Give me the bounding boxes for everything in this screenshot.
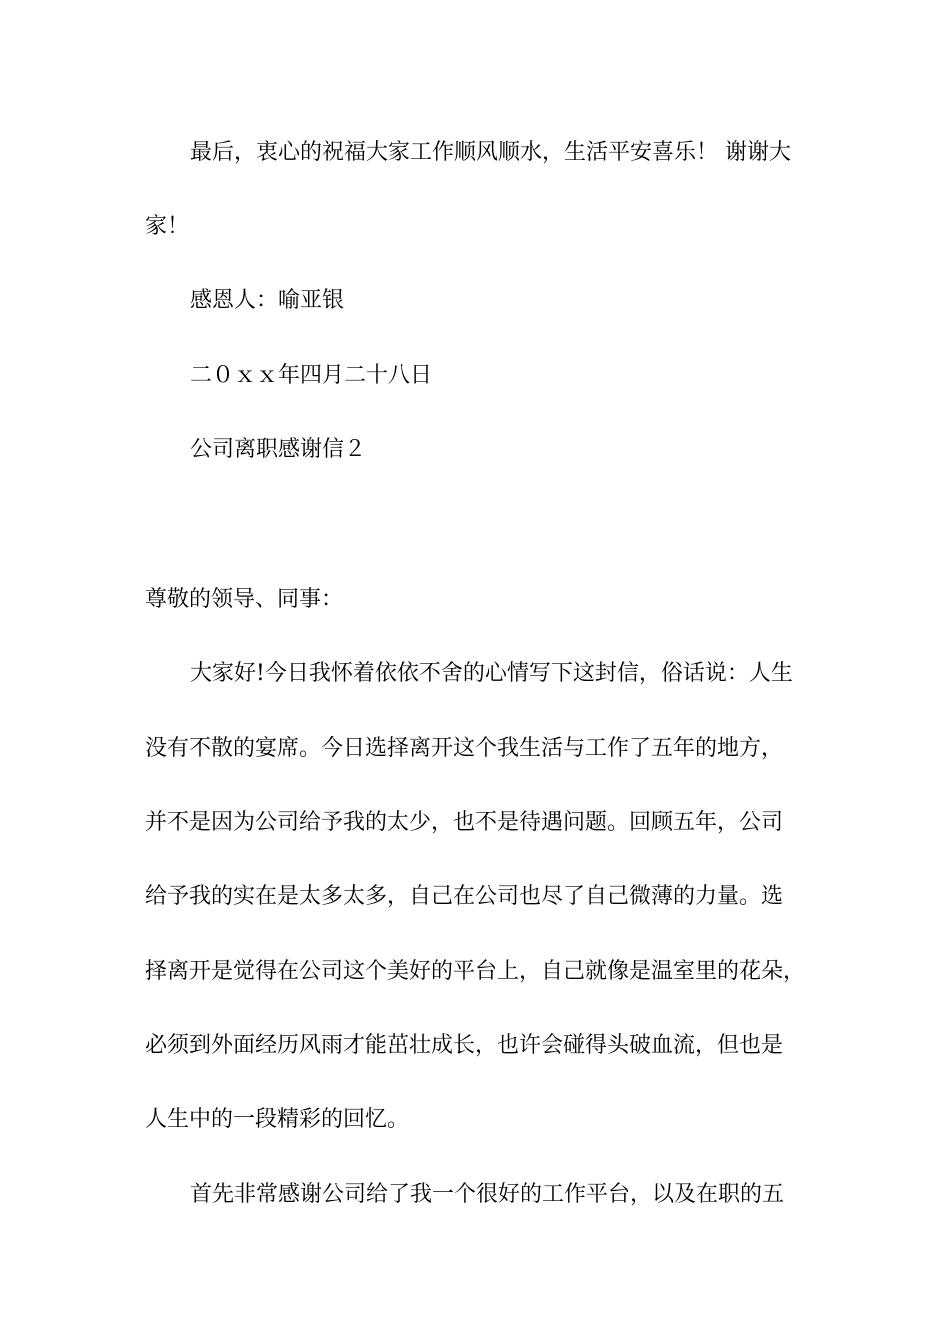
closing-line-1: 最后，衷心的祝福大家工作顺风顺水，生活平安喜乐！ 谢谢大 — [190, 140, 791, 165]
paragraph-1-line-3: 并不是因为公司给予我的太少，也不是待遇问题。回顾五年，公司 — [145, 810, 784, 835]
date: 二０ｘｘ年四月二十八日 — [190, 363, 433, 388]
salutation: 尊敬的领导、同事： — [145, 587, 344, 612]
paragraph-1-line-4: 给予我的实在是太多太多，自己在公司也尽了自己微薄的力量。选 — [145, 884, 784, 909]
signature: 感恩人：喻亚银 — [190, 288, 345, 313]
section-title: 公司离职感谢信２ — [190, 437, 367, 462]
paragraph-1-line-6: 必须到外面经历风雨才能茁壮成长，也许会碰得头破血流，但也是 — [145, 1033, 784, 1058]
paragraph-1-line-5: 择离开是觉得在公司这个美好的平台上，自己就像是温室里的花朵， — [145, 959, 806, 984]
closing-line-2: 家！ — [145, 214, 190, 239]
paragraph-1-line-2: 没有不散的宴席。今日选择离开这个我生活与工作了五年的地方， — [145, 736, 784, 761]
paragraph-1-line-7: 人生中的一段精彩的回忆。 — [145, 1107, 410, 1132]
paragraph-1-line-1: 大家好!今日我怀着依依不舍的心情写下这封信，俗话说：人生 — [190, 661, 793, 686]
paragraph-2-line-1: 首先非常感谢公司给了我一个很好的工作平台，以及在职的五 — [190, 1182, 785, 1207]
